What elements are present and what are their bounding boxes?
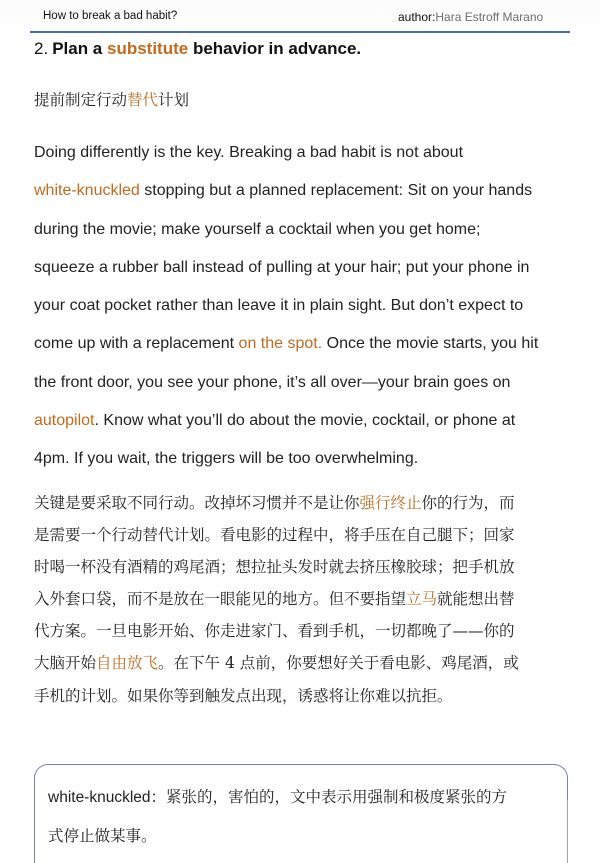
cn-line-1-pre: 关键是要采取不同行动。改掉坏习惯并不是让你: [34, 494, 360, 512]
cn-line-4-pre: 入外套口袋，而不是放在一眼能见的地方。但不要指望: [34, 590, 407, 609]
heading-highlight: substitute: [107, 39, 189, 58]
cn-heading-highlight: 替代: [127, 91, 159, 109]
cn-line-1: [34, 487, 574, 519]
cn-heading-pre: 提前制定行动: [34, 91, 128, 109]
section-number: 2.: [34, 39, 49, 58]
vocab-definition-1: ：紧张的，害怕的，文中表示用强制和极度紧张的方: [150, 788, 508, 806]
en-line-5: your coat pocket rather than leave it in plain sight. But don’t expect to: [34, 297, 524, 315]
term-white-knuckled: white-knuckled: [34, 182, 140, 200]
en-line-8: [34, 402, 584, 440]
en-line-1: Doing differently is the key. Breaking a bad habit is not about: [34, 144, 464, 161]
document-title: How to break a bad habit?: [43, 10, 178, 22]
term-autopilot: autopilot: [34, 412, 95, 430]
heading-pre: Plan a: [52, 39, 107, 58]
cn-term-2: 立马: [406, 590, 438, 609]
cn-line-6-post: 。在下午 4 点前，你要想好关于看电影、鸡尾酒，或: [158, 654, 519, 673]
vocab-term: white-knuckled: [48, 789, 151, 806]
cn-line-6: [34, 647, 574, 679]
en-line-2-rest: stopping but a planned replacement: Sit on your hands: [139, 182, 533, 200]
term-on-the-spot: on the spot.: [238, 335, 323, 353]
cn-line-3: 时喝一杯没有酒精的鸡尾酒；想拉扯头发时就去挤压橡胶球；把手机放: [34, 558, 515, 577]
chinese-paragraph: [34, 487, 574, 712]
en-line-7: the front door, you see your phone, it’s all over—your brain goes on: [34, 373, 511, 391]
cn-line-4: [34, 583, 574, 615]
vocab-definition-2: 式停止做某事。: [48, 827, 157, 845]
vocab-note-line-1: [48, 778, 568, 817]
cn-line-6-pre: 大脑开始: [34, 654, 97, 673]
en-line-2: [34, 172, 584, 210]
cn-line-7: 手机的计划。如果你等到触发点出现，诱惑将让你难以抗拒。: [34, 686, 453, 705]
en-line-3: during the movie; make yourself a cocktail when you get home;: [34, 220, 481, 238]
cn-line-2: 是需要一个行动替代计划。看电影的过程中，将手压在自己腿下；回家: [34, 526, 515, 545]
cn-term-3: 自由放飞: [96, 654, 159, 673]
en-line-8-post: . Know what you’ll do about the movie, cocktail, or phone at: [94, 412, 516, 430]
en-line-9: 4pm. If you wait, the triggers will be too overwhelming.: [34, 450, 419, 468]
author-credit: [398, 10, 543, 24]
en-line-6-pre: come up with a replacement: [34, 335, 239, 353]
author-label: author:: [398, 10, 436, 24]
cn-line-1-post: 你的行为，而: [421, 494, 515, 512]
cn-line-4-post: 就能想出替: [437, 590, 515, 609]
cn-line-5: 代方案。一旦电影开始、你走进家门、看到手机，一切都晚了——你的: [34, 622, 515, 641]
en-line-6: [34, 325, 584, 363]
cn-term-1: 强行终止: [359, 494, 422, 512]
cn-heading-post: 计划: [158, 91, 190, 109]
section-heading: [34, 39, 361, 59]
en-line-6-post: Once the movie starts, you hit: [322, 335, 539, 353]
vocab-note: [48, 778, 568, 855]
english-paragraph: [34, 134, 584, 479]
heading-post: behavior in advance.: [188, 39, 362, 58]
header-rule: [30, 31, 570, 33]
en-line-4: squeeze a rubber ball instead of pulling at your hair; put your phone in: [34, 258, 530, 276]
chinese-heading: [34, 88, 189, 110]
author-name: Hara Estroff Marano: [435, 10, 544, 24]
